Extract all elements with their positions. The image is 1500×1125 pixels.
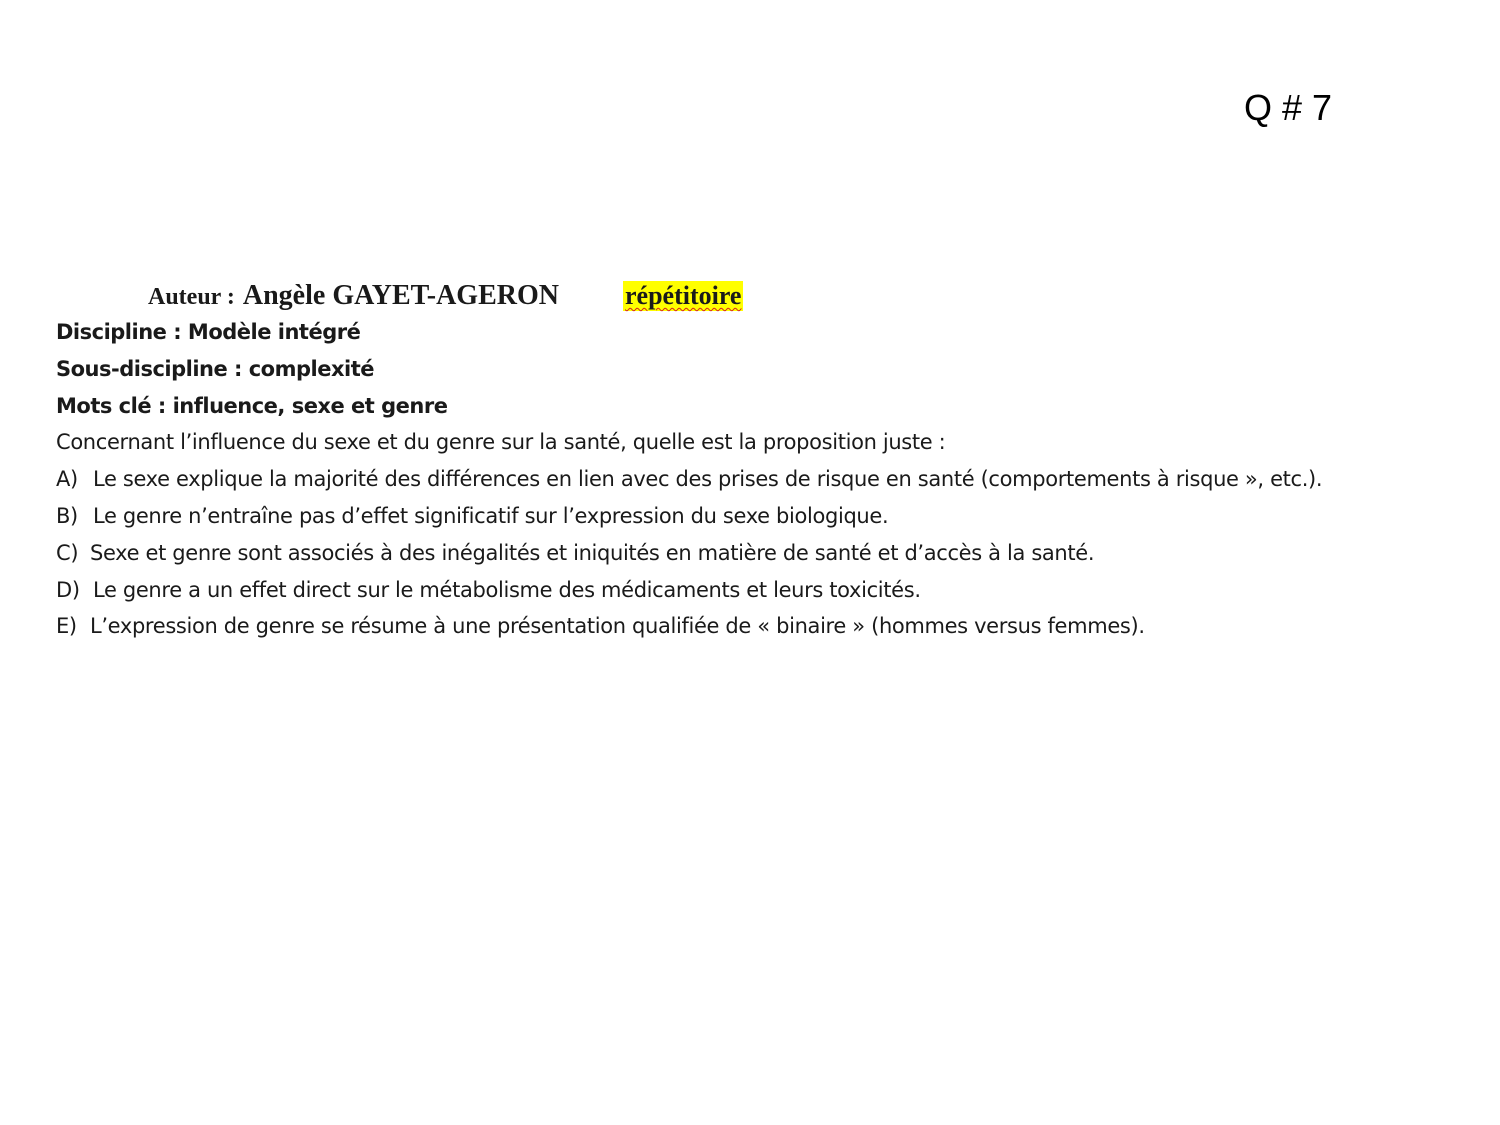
question-stem: Concernant l’influence du sexe et du genre sur la santé, quelle est la proposition juste : xyxy=(56,430,946,455)
keywords-line: Mots clé : influence, sexe et genre xyxy=(56,393,448,418)
option-text: L’expression de genre se résume à une présentation qualifiée de « binaire » (hommes versus femmes). xyxy=(90,614,1145,639)
option-letter: C) xyxy=(56,540,79,565)
author-line xyxy=(148,280,1486,314)
option-b xyxy=(56,498,1486,535)
author-label: Auteur : xyxy=(148,284,235,310)
option-letter: D) xyxy=(56,577,80,602)
option-letter: B) xyxy=(56,503,78,528)
question-number: Q # 7 xyxy=(1244,87,1333,128)
author-name: Angèle GAYET-AGERON xyxy=(242,280,559,311)
repetitoire-tag: répétitoire xyxy=(624,281,742,310)
option-text: Le sexe explique la majorité des différences en lien avec des prises de risque en santé (comportements à risque », etc.). xyxy=(93,467,1323,492)
option-text: Le genre n’entraîne pas d’effet significatif sur l’expression du sexe biologique. xyxy=(93,503,889,528)
discipline-line: Discipline : Modèle intégré xyxy=(56,320,361,344)
option-letter: A) xyxy=(56,467,78,492)
option-e xyxy=(56,608,1486,645)
option-a xyxy=(56,461,1486,498)
question-document xyxy=(56,280,1486,645)
option-letter: E) xyxy=(56,614,77,639)
option-text: Sexe et genre sont associés à des inégalités et iniquités en matière de santé et d’accès à la santé. xyxy=(90,540,1095,565)
sub-discipline-line: Sous-discipline : complexité xyxy=(56,356,374,381)
option-d xyxy=(56,572,1486,609)
option-text: Le genre a un effet direct sur le métabolisme des médicaments et leurs toxicités. xyxy=(93,577,921,602)
option-c xyxy=(56,535,1486,572)
